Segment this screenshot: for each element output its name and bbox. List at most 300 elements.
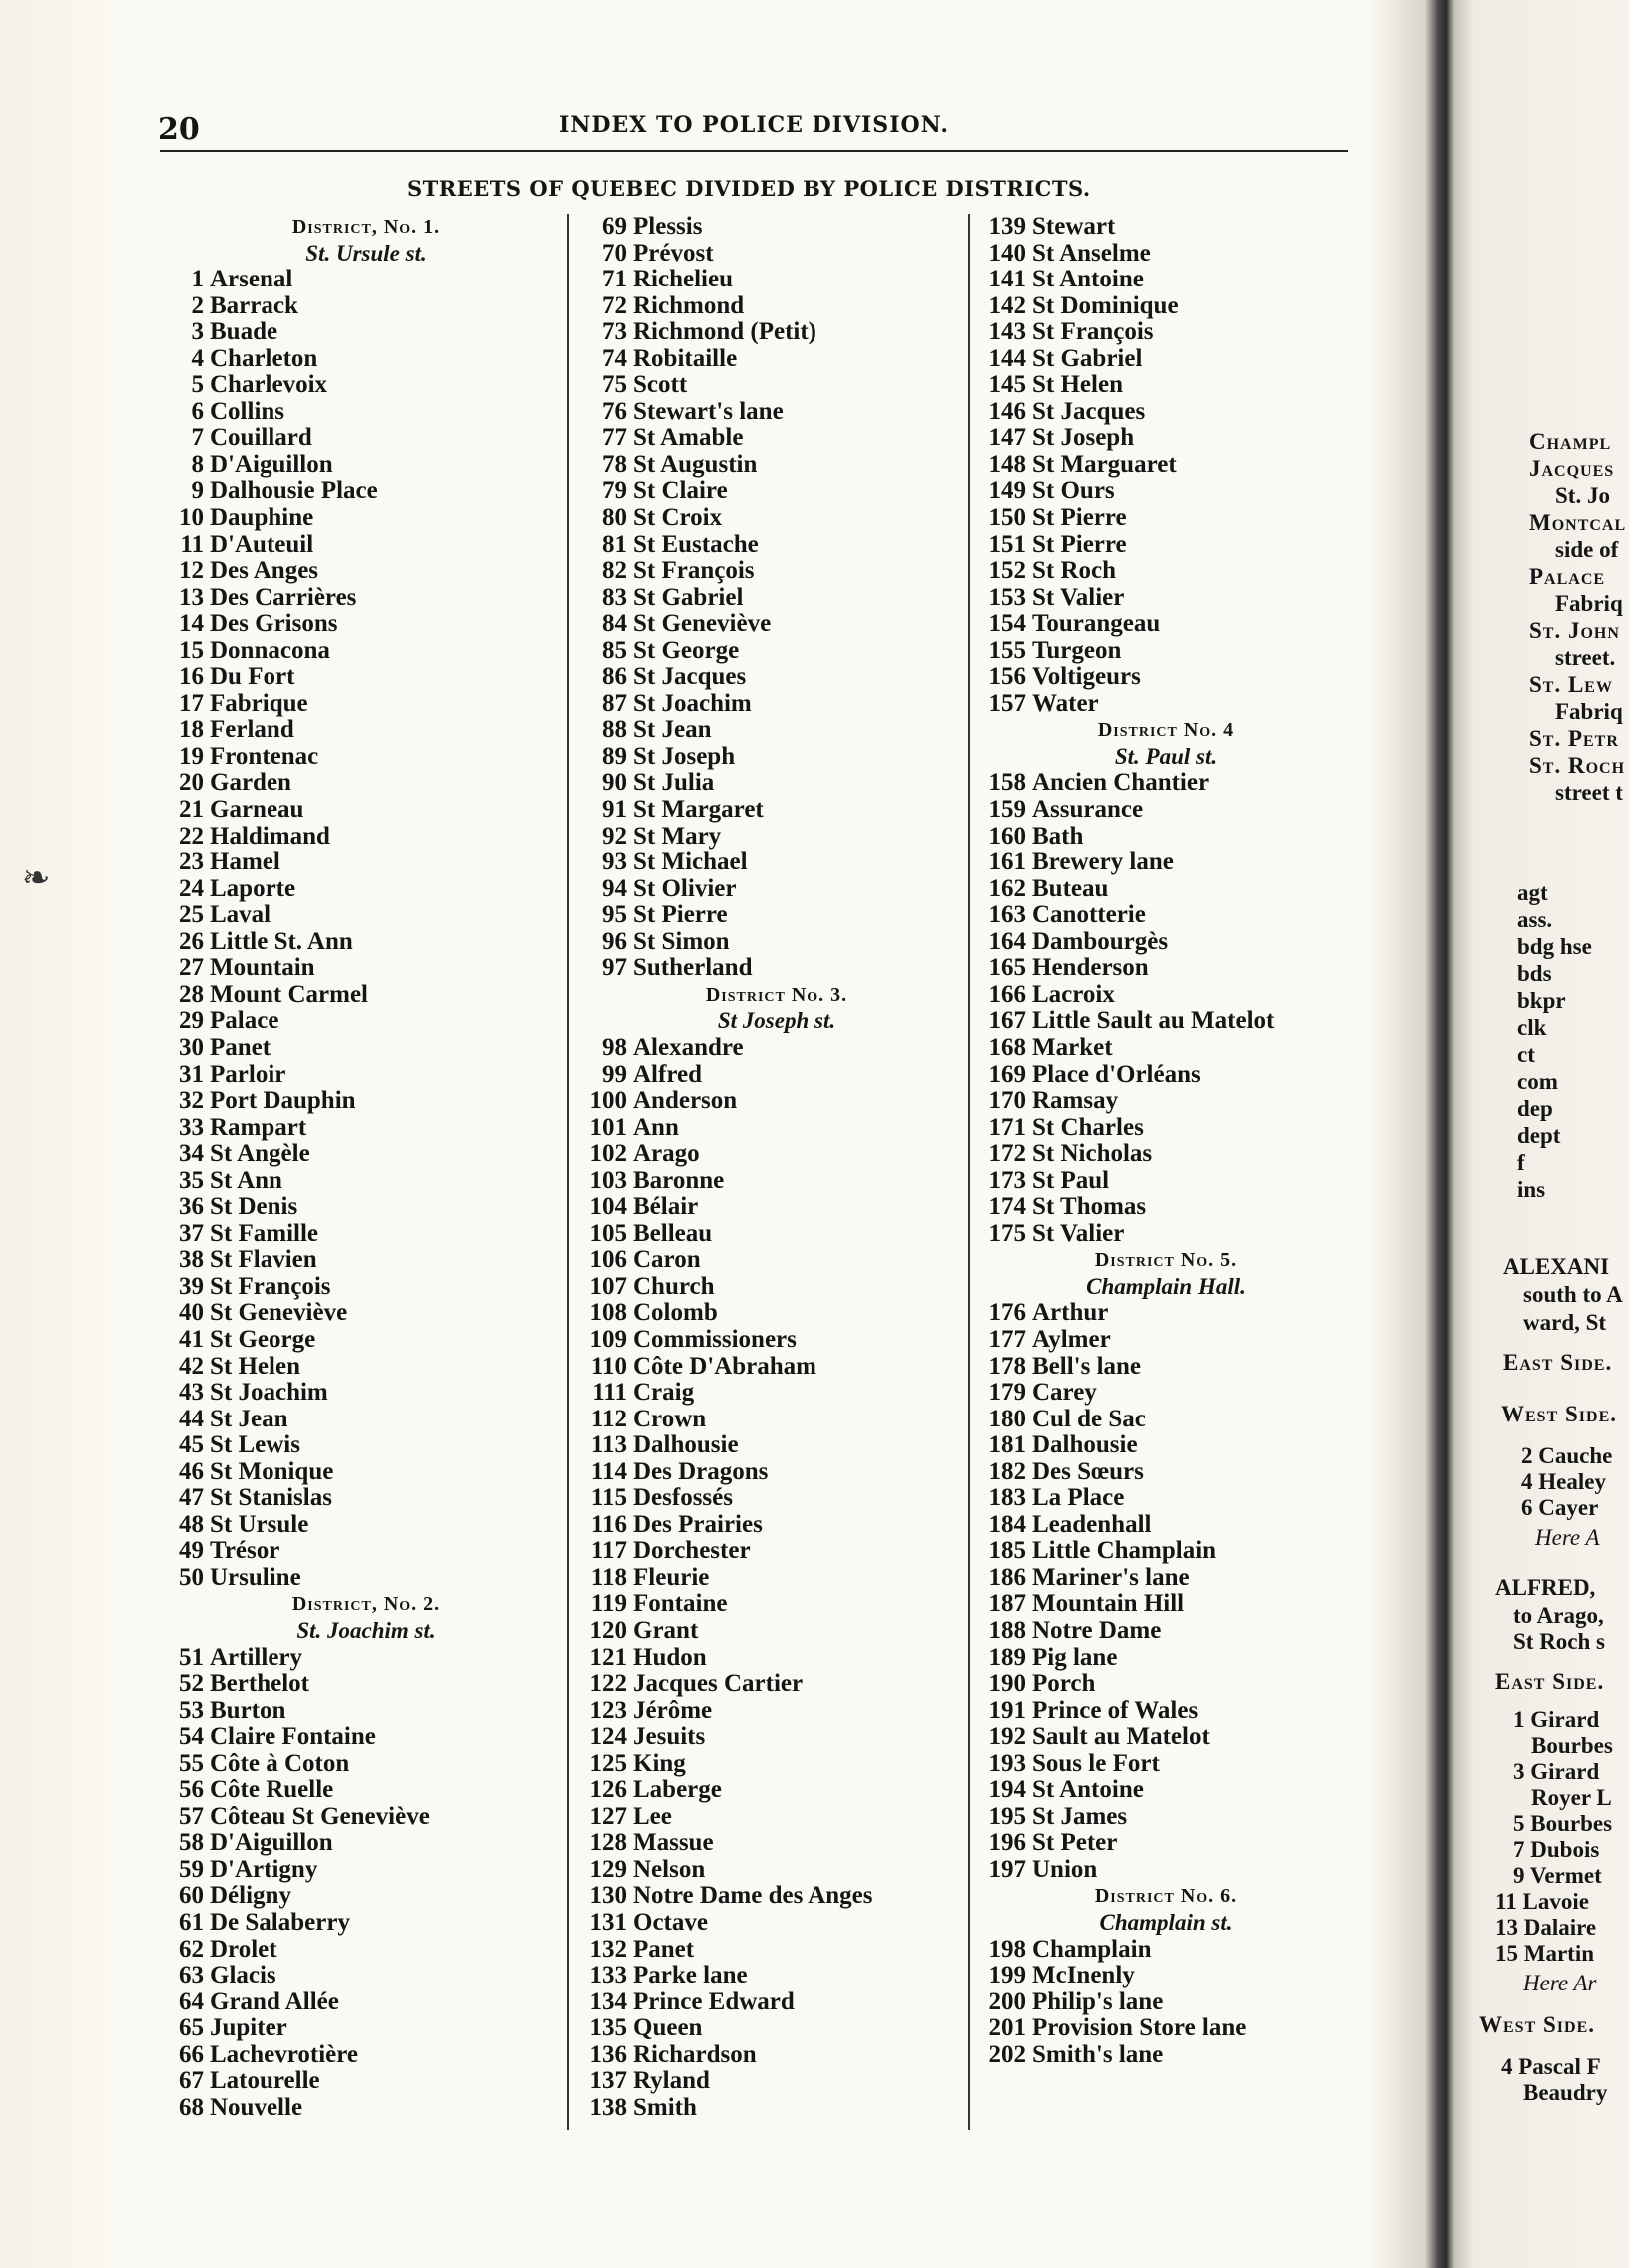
street-number: 82 — [602, 558, 627, 585]
street-entry — [168, 532, 565, 559]
street-entry — [982, 850, 1350, 876]
district-station: St. Ursule st. — [305, 240, 427, 266]
street-entry — [583, 611, 970, 638]
street-entry — [168, 1407, 565, 1433]
street-entry — [982, 1008, 1350, 1035]
street-name: St Pierre — [1032, 505, 1127, 532]
street-name: St Lewis — [210, 1432, 300, 1459]
fragment-line: bds — [1517, 961, 1552, 986]
fragment-line: East Side. — [1495, 1669, 1605, 1694]
street-entry — [583, 1327, 970, 1354]
street-entry — [168, 2068, 565, 2095]
street-name: Plessis — [633, 214, 703, 240]
fragment-line: 1 Girard — [1513, 1707, 1600, 1732]
fragment-line: Royer L — [1531, 1785, 1612, 1810]
street-entry — [168, 1168, 565, 1195]
street-entry — [168, 1354, 565, 1381]
street-name: Dambourgès — [1032, 928, 1169, 955]
street-number: 81 — [602, 531, 627, 558]
street-entry — [583, 902, 970, 929]
street-number: 5 — [191, 372, 204, 399]
street-entry — [168, 1141, 565, 1168]
page-title: STREETS OF QUEBEC DIVIDED BY POLICE DISTRICTS. — [407, 176, 1091, 201]
street-name: Panet — [633, 1936, 695, 1963]
fragment-line: West Side. — [1479, 2012, 1595, 2037]
street-entry — [982, 267, 1350, 293]
street-number: 124 — [589, 1724, 627, 1751]
fragment-line: ALEXANI — [1503, 1254, 1610, 1279]
street-number: 192 — [988, 1724, 1026, 1751]
street-name: St Nicholas — [1032, 1141, 1153, 1168]
street-name: Claire Fontaine — [210, 1724, 376, 1751]
street-entry — [583, 2068, 970, 2095]
street-entry — [583, 1380, 970, 1407]
street-name: St Paul — [1032, 1167, 1110, 1194]
street-entry — [168, 1698, 565, 1725]
street-name: St Angèle — [210, 1141, 310, 1168]
district-heading-label: District No. 3. — [705, 983, 848, 1006]
street-number: 90 — [602, 770, 627, 797]
street-number: 10 — [179, 505, 204, 532]
street-name: St Pierre — [1032, 531, 1127, 558]
street-entry — [583, 1857, 970, 1884]
street-name: Prince of Wales — [1032, 1697, 1199, 1724]
street-number: 38 — [179, 1247, 204, 1274]
district-heading — [583, 982, 970, 1009]
street-name: St Valier — [1032, 584, 1125, 611]
street-entry — [982, 452, 1350, 479]
street-entry — [168, 1035, 565, 1062]
street-entry — [583, 1883, 970, 1910]
street-entry — [168, 1645, 565, 1672]
street-name: St François — [210, 1273, 331, 1300]
street-number: 49 — [179, 1538, 204, 1565]
street-name: Lacroix — [1032, 981, 1115, 1008]
street-number: 19 — [179, 743, 204, 770]
street-name: Bélair — [633, 1194, 699, 1221]
street-number: 107 — [589, 1273, 627, 1300]
street-name: Caron — [633, 1247, 701, 1274]
street-entry — [583, 1459, 970, 1486]
street-name: D'Aiguillon — [210, 451, 333, 478]
district-heading — [168, 1591, 565, 1618]
street-name: St Flavien — [210, 1247, 317, 1274]
street-entry — [583, 1698, 970, 1725]
street-name: Lachevrotière — [210, 2041, 359, 2068]
street-name: St Simon — [633, 928, 730, 955]
street-name: Porch — [1032, 1671, 1096, 1698]
street-entry — [168, 1088, 565, 1115]
fragment-line: Here Ar — [1523, 1971, 1597, 1995]
street-number: 162 — [988, 875, 1026, 902]
street-entry — [982, 1618, 1350, 1645]
street-entry — [583, 532, 970, 559]
street-name: St Marguaret — [1032, 451, 1177, 478]
fragment-line: Jacques — [1529, 456, 1615, 481]
street-number: 55 — [179, 1750, 204, 1777]
fragment-line: ALFRED, — [1495, 1575, 1596, 1600]
street-number: 193 — [988, 1750, 1026, 1777]
street-entry — [583, 638, 970, 665]
street-number: 57 — [179, 1803, 204, 1830]
street-entry — [583, 929, 970, 956]
street-name: Garden — [210, 770, 291, 797]
district-station: St Joseph st. — [717, 1008, 836, 1034]
street-number: 1 — [191, 267, 204, 293]
street-entry — [583, 1910, 970, 1937]
street-number: 100 — [589, 1088, 627, 1115]
street-name: Jupiter — [210, 2015, 287, 2042]
street-number: 91 — [602, 797, 627, 824]
street-entry — [583, 585, 970, 612]
street-name: Haldimand — [210, 823, 330, 850]
fragment-line: St. John — [1529, 618, 1620, 643]
street-entry — [583, 2095, 970, 2122]
street-number: 160 — [988, 823, 1026, 850]
street-entry — [982, 1115, 1350, 1142]
street-name: Smith's lane — [1032, 2041, 1164, 2068]
street-number: 53 — [179, 1697, 204, 1724]
street-entry — [168, 585, 565, 612]
street-entry — [168, 425, 565, 452]
street-entry — [168, 664, 565, 691]
street-entry — [982, 399, 1350, 426]
street-number: 78 — [602, 451, 627, 478]
street-entry — [583, 1989, 970, 2016]
street-name: St George — [633, 637, 740, 664]
street-name: St Jean — [210, 1406, 288, 1432]
street-number: 64 — [179, 1988, 204, 2015]
street-name: King — [633, 1750, 686, 1777]
street-name: Ryland — [633, 2068, 710, 2095]
street-number: 166 — [988, 981, 1026, 1008]
street-name: Arago — [633, 1141, 700, 1168]
street-number: 68 — [179, 2094, 204, 2121]
street-name: Market — [1032, 1034, 1113, 1061]
street-name: Belleau — [633, 1220, 713, 1247]
street-name: St George — [210, 1326, 316, 1353]
street-number: 191 — [988, 1697, 1026, 1724]
street-name: St Denis — [210, 1194, 298, 1221]
street-entry — [168, 1512, 565, 1539]
street-number: 113 — [590, 1432, 627, 1459]
street-number: 148 — [988, 451, 1026, 478]
street-name: McInenly — [1032, 1963, 1135, 1989]
street-number: 20 — [179, 770, 204, 797]
street-number: 156 — [988, 664, 1026, 691]
street-entry — [168, 1751, 565, 1778]
district-heading — [168, 214, 565, 241]
street-entry — [982, 241, 1350, 268]
street-number: 198 — [988, 1936, 1026, 1963]
street-entry — [583, 478, 970, 505]
street-number: 84 — [602, 611, 627, 638]
district-heading — [982, 1883, 1350, 1910]
street-name: D'Artigny — [210, 1856, 318, 1883]
street-name: St Claire — [633, 478, 728, 505]
street-name: Grant — [633, 1617, 699, 1644]
street-number: 43 — [179, 1380, 204, 1407]
street-name: St Pierre — [633, 902, 728, 929]
street-name: Des Grisons — [210, 611, 338, 638]
street-number: 141 — [988, 267, 1026, 293]
street-number: 88 — [602, 717, 627, 744]
street-entry — [982, 664, 1350, 691]
street-number: 194 — [988, 1777, 1026, 1804]
street-name: Collins — [210, 398, 285, 425]
street-name: St Roch — [1032, 558, 1117, 585]
street-number: 189 — [988, 1644, 1026, 1671]
street-number: 35 — [179, 1167, 204, 1194]
street-name: Artillery — [210, 1644, 303, 1671]
street-name: Aylmer — [1032, 1326, 1111, 1353]
street-name: Jérôme — [633, 1697, 713, 1724]
street-number: 45 — [179, 1432, 204, 1459]
fragment-line: f — [1517, 1150, 1525, 1175]
street-name: Notre Dame — [1032, 1617, 1162, 1644]
street-entry — [583, 1963, 970, 1989]
street-number: 114 — [590, 1458, 627, 1485]
street-number: 23 — [179, 850, 204, 876]
street-number: 186 — [988, 1564, 1026, 1591]
street-name: Ursuline — [210, 1564, 301, 1591]
street-entry — [583, 505, 970, 532]
street-number: 175 — [988, 1220, 1026, 1247]
street-number: 139 — [988, 214, 1026, 240]
street-name: St Augustin — [633, 451, 758, 478]
street-number: 173 — [988, 1167, 1026, 1194]
column-2 — [583, 214, 970, 2121]
street-number: 182 — [988, 1458, 1026, 1485]
street-entry — [583, 2015, 970, 2042]
district-station: Champlain st. — [1099, 1910, 1233, 1935]
fragment-line: Fabriq — [1555, 591, 1623, 616]
street-number: 134 — [589, 1988, 627, 2015]
column-divider — [567, 214, 569, 2130]
street-number: 40 — [179, 1300, 204, 1327]
street-name: Mountain Hill — [1032, 1591, 1185, 1618]
street-name: St Olivier — [633, 875, 737, 902]
street-entry — [982, 1830, 1350, 1857]
street-name: Jesuits — [633, 1724, 706, 1751]
street-entry — [982, 1221, 1350, 1248]
street-entry — [583, 1168, 970, 1195]
street-name: Champlain — [1032, 1936, 1152, 1963]
street-entry — [168, 558, 565, 585]
street-number: 72 — [602, 292, 627, 319]
street-name: Palace — [210, 1008, 279, 1035]
fragment-line: 15 Martin — [1495, 1941, 1595, 1966]
street-entry — [168, 611, 565, 638]
street-number: 80 — [602, 505, 627, 532]
street-number: 75 — [602, 372, 627, 399]
street-number: 51 — [179, 1644, 204, 1671]
street-entry — [583, 214, 970, 241]
street-name: St François — [1032, 319, 1154, 346]
street-number: 123 — [589, 1697, 627, 1724]
street-number: 109 — [589, 1326, 627, 1353]
street-number: 39 — [179, 1273, 204, 1300]
district-heading — [982, 717, 1350, 744]
street-number: 71 — [602, 267, 627, 293]
fragment-line: Bourbes — [1531, 1733, 1613, 1758]
fragment-line: East Side. — [1503, 1350, 1613, 1375]
street-number: 7 — [191, 425, 204, 452]
street-number: 145 — [988, 372, 1026, 399]
street-number: 28 — [179, 981, 204, 1008]
street-number: 99 — [602, 1061, 627, 1088]
street-entry — [583, 1671, 970, 1698]
street-entry — [168, 1274, 565, 1301]
street-entry — [982, 1963, 1350, 1989]
street-name: Place d'Orléans — [1032, 1061, 1201, 1088]
street-number: 116 — [590, 1511, 627, 1538]
street-entry — [168, 1937, 565, 1964]
street-number: 18 — [179, 717, 204, 744]
street-number: 163 — [988, 902, 1026, 929]
street-number: 150 — [988, 505, 1026, 532]
district-station: St. Joachim st. — [296, 1617, 436, 1643]
street-name: Lee — [633, 1803, 672, 1830]
street-number: 97 — [602, 955, 627, 982]
street-entry — [583, 319, 970, 346]
street-name: Mountain — [210, 955, 315, 982]
street-number: 179 — [988, 1380, 1026, 1407]
fragment-line: south to A — [1523, 1282, 1623, 1307]
street-name: Trésor — [210, 1538, 280, 1565]
street-entry — [583, 241, 970, 268]
street-entry — [168, 1565, 565, 1592]
street-name: Hamel — [210, 850, 280, 876]
street-number: 152 — [988, 558, 1026, 585]
street-name: Laporte — [210, 875, 296, 902]
street-name: Mariner's lane — [1032, 1564, 1190, 1591]
street-name: Craig — [633, 1380, 695, 1407]
street-number: 169 — [988, 1061, 1026, 1088]
street-number: 62 — [179, 1936, 204, 1963]
street-entry — [982, 346, 1350, 373]
street-name: Arthur — [1032, 1300, 1109, 1327]
street-entry — [583, 425, 970, 452]
street-number: 180 — [988, 1406, 1026, 1432]
street-entry — [583, 691, 970, 718]
next-page-fragment — [1445, 0, 1629, 2268]
street-entry — [982, 585, 1350, 612]
street-entry — [982, 1724, 1350, 1751]
street-name: Assurance — [1032, 797, 1144, 824]
street-number: 96 — [602, 928, 627, 955]
street-entry — [583, 1088, 970, 1115]
street-entry — [982, 1380, 1350, 1407]
street-entry — [168, 1247, 565, 1274]
street-number: 87 — [602, 690, 627, 717]
street-name: Scott — [633, 372, 688, 399]
street-entry — [982, 797, 1350, 824]
street-name: Frontenac — [210, 743, 319, 770]
street-entry — [583, 1407, 970, 1433]
street-number: 120 — [589, 1617, 627, 1644]
fragment-line: side of — [1555, 537, 1619, 562]
street-entry — [583, 664, 970, 691]
street-number: 8 — [191, 451, 204, 478]
street-number: 92 — [602, 823, 627, 850]
street-entry — [583, 770, 970, 797]
street-entry — [583, 1751, 970, 1778]
street-name: St Jacques — [633, 664, 747, 691]
fragment-line: ass. — [1517, 907, 1553, 932]
fragment-line: St Roch s — [1513, 1629, 1606, 1654]
street-name: Hudon — [633, 1644, 707, 1671]
street-number: 197 — [988, 1856, 1026, 1883]
street-entry — [982, 955, 1350, 982]
street-entry — [583, 1645, 970, 1672]
street-name: St Thomas — [1032, 1194, 1147, 1221]
street-number: 132 — [589, 1936, 627, 1963]
street-entry — [168, 876, 565, 903]
fragment-line: 7 Dubois — [1513, 1837, 1600, 1862]
street-number: 170 — [988, 1088, 1026, 1115]
street-number: 103 — [589, 1167, 627, 1194]
street-number: 190 — [988, 1671, 1026, 1698]
street-number: 165 — [988, 955, 1026, 982]
street-number: 142 — [988, 292, 1026, 319]
street-number: 127 — [589, 1803, 627, 1830]
street-entry — [583, 372, 970, 399]
street-entry — [168, 1432, 565, 1459]
street-name: Panet — [210, 1034, 272, 1061]
street-entry — [168, 1857, 565, 1884]
street-entry — [982, 1804, 1350, 1831]
street-name: Donnacona — [210, 637, 330, 664]
street-number: 89 — [602, 743, 627, 770]
street-name: D'Aiguillon — [210, 1830, 333, 1857]
street-entry — [168, 1777, 565, 1804]
street-name: St Mary — [633, 823, 722, 850]
street-number: 94 — [602, 875, 627, 902]
street-name: Dauphine — [210, 505, 314, 532]
street-number: 178 — [988, 1353, 1026, 1380]
street-number: 176 — [988, 1300, 1026, 1327]
street-number: 144 — [988, 345, 1026, 372]
fragment-line: dep — [1517, 1096, 1553, 1121]
street-entry — [583, 1194, 970, 1221]
street-name: Sutherland — [633, 955, 753, 982]
street-entry — [168, 1459, 565, 1486]
fragment-line: ins — [1517, 1177, 1546, 1202]
street-entry — [583, 1115, 970, 1142]
street-name: Queen — [633, 2015, 703, 2042]
street-name: St James — [1032, 1803, 1128, 1830]
street-entry — [168, 505, 565, 532]
street-number: 44 — [179, 1406, 204, 1432]
street-entry — [982, 1062, 1350, 1089]
street-name: D'Auteuil — [210, 531, 314, 558]
street-number: 157 — [988, 690, 1026, 717]
street-entry — [168, 2095, 565, 2122]
street-number: 185 — [988, 1538, 1026, 1565]
street-name: Prévost — [633, 240, 714, 267]
street-name: Philip's lane — [1032, 1988, 1164, 2015]
street-name: Du Fort — [210, 664, 295, 691]
street-number: 3 — [191, 319, 204, 346]
street-number: 33 — [179, 1114, 204, 1141]
street-name: Des Anges — [210, 558, 319, 585]
street-name: St Helen — [210, 1353, 300, 1380]
street-number: 133 — [589, 1963, 627, 1989]
street-number: 115 — [590, 1485, 627, 1512]
street-name: Brewery lane — [1032, 850, 1174, 876]
district-heading-label: District, No. 1. — [291, 216, 441, 238]
